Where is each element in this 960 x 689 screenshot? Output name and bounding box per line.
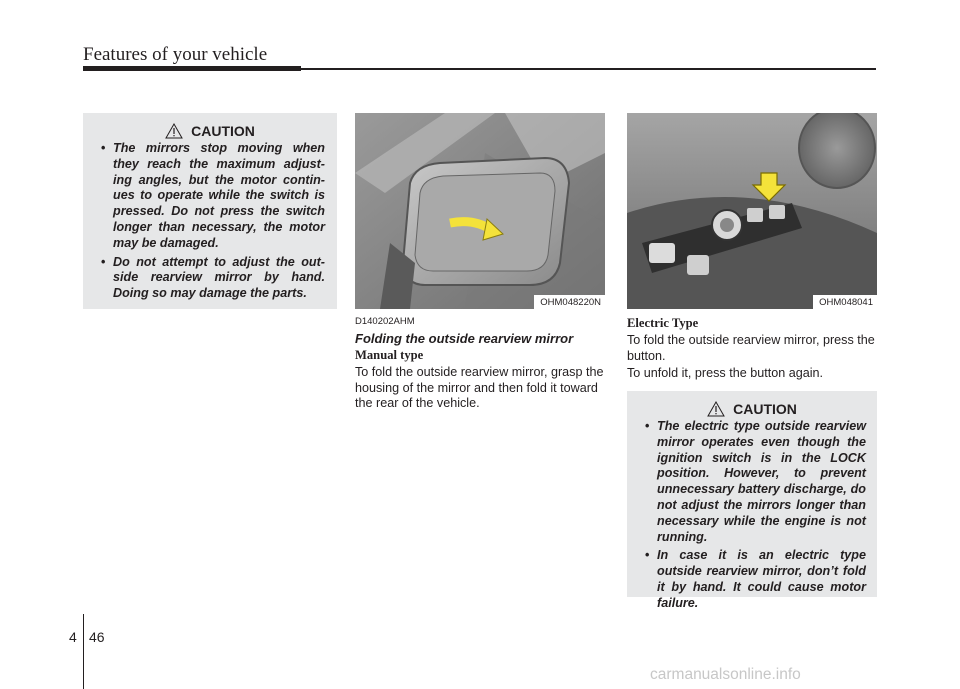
- electric-type-section: [627, 316, 879, 384]
- caution-item: • Do not attempt to adjust the out- side rearview mirror by hand. Doing so may damage the parts.: [101, 254, 325, 301]
- sub-heading: Electric Type: [627, 316, 699, 330]
- caution-item-text: In case it is an electric type outside rearview mirror, don’t fold it by hand. It could cause motor failure.: [657, 548, 866, 610]
- caution-list: [627, 419, 877, 612]
- photo-code: OHM048220N: [534, 295, 605, 309]
- chapter-number: 4: [69, 629, 77, 645]
- header-rule-thick: [83, 66, 301, 71]
- sub-heading: Manual type: [355, 348, 424, 362]
- warning-triangle-icon: [707, 401, 725, 417]
- footer-divider: [83, 614, 84, 689]
- manual-type-section: [355, 316, 607, 414]
- caution-list: [83, 141, 337, 302]
- header-rule-thin: [301, 68, 876, 70]
- paragraph: To fold the outside rearview mirror, grasp the housing of the mirror and then fold it toward the rear of the vehicle.: [355, 365, 604, 410]
- caution-item-text: The mirrors stop moving when they reach the maximum adjust- ing angles, but the motor contin- ues to operate while the switch is pressed. Do not press the switch longer than necessary, the motor may be damaged.: [113, 141, 325, 250]
- caution-item: • The electric type outside rearview mirror operates even though the ignition switch is in the LOCK position. However, to prevent unnecessary battery discharge, do not adjust the mirrors longer than necessary while the engine is not running.: [645, 419, 866, 544]
- paragraph: To fold the outside rearview mirror, press the button.: [627, 333, 875, 363]
- page-header-title: Features of your vehicle: [83, 44, 268, 65]
- section-heading: Folding the outside rearview mirror: [355, 331, 574, 346]
- caution-item-text: The electric type outside rearview mirror operates even though the ignition switch is in the LOCK position. However, to prevent unnecessary battery discharge, do not adjust the mirrors longer than necessary while the engine is not running.: [657, 419, 866, 544]
- page-number: 46: [89, 629, 105, 645]
- caution-item-text: Do not attempt to adjust the out- side rearview mirror by hand. Doing so may damage the parts.: [113, 254, 325, 301]
- switch-photo: [627, 113, 877, 309]
- door-switch-illustration: [627, 113, 877, 309]
- caution-heading-label: CAUTION: [191, 123, 255, 139]
- caution-heading: [83, 123, 337, 139]
- caution-item: • In case it is an electric type outside rearview mirror, don’t fold it by hand. It could cause motor failure.: [645, 548, 866, 610]
- warning-triangle-icon: [165, 123, 183, 139]
- photo-code: OHM048041: [813, 295, 877, 309]
- caution-item: • The mirrors stop moving when they reach the maximum adjust- ing angles, but the motor contin- ues to operate while the switch is pressed. Do not press the switch longer than necessary, the motor may be damaged.: [101, 141, 325, 250]
- caution-heading: [627, 401, 877, 417]
- caution-box-left: [83, 113, 337, 309]
- caution-heading-label: CAUTION: [733, 401, 797, 417]
- mirror-photo: [355, 113, 605, 309]
- watermark: carmanualsonline.info: [650, 666, 801, 683]
- reference-code: D140202AHM: [355, 316, 415, 327]
- caution-box-right: [627, 391, 877, 610]
- folding-mirror-illustration: [355, 113, 605, 309]
- paragraph: To unfold it, press the button again.: [627, 366, 824, 380]
